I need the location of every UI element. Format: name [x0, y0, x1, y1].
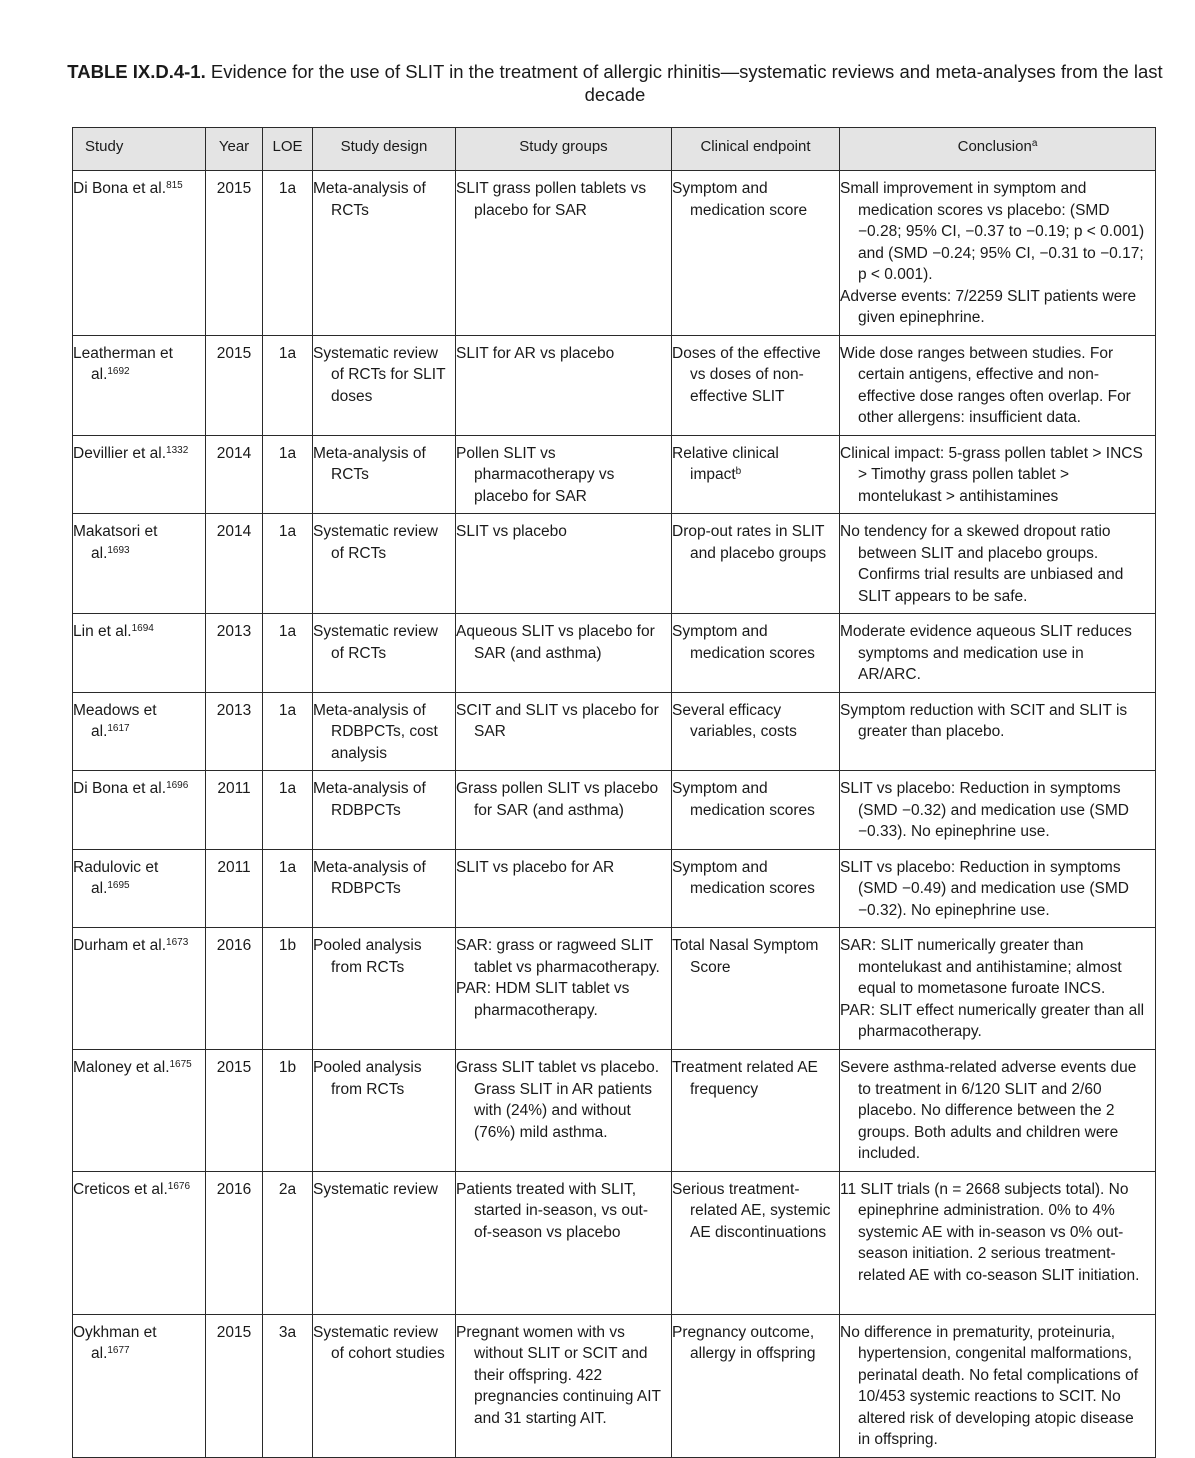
- clinical-endpoint-text: Symptom and medication scores: [672, 780, 815, 819]
- study-cell: [73, 1050, 206, 1172]
- footnote-marker: b: [735, 466, 742, 477]
- year-cell: 2016: [206, 1171, 263, 1314]
- conclusion-cell: [840, 692, 1156, 771]
- study-cell: [73, 849, 206, 928]
- conclusion-cell: [840, 1171, 1156, 1314]
- table-row: [73, 514, 1156, 614]
- clinical-endpoint-cell: [672, 1314, 840, 1457]
- table-row: [73, 614, 1156, 693]
- clinical-endpoint-text: Several efficacy variables, costs: [672, 701, 797, 740]
- evidence-table: [72, 127, 1156, 1458]
- table-row: [73, 928, 1156, 1050]
- study-groups-text: SLIT for AR vs placebo: [456, 344, 615, 362]
- clinical-endpoint-text: Serious treatment-related AE, systemic AE discontinuations: [672, 1180, 831, 1241]
- loe-cell: 1a: [263, 171, 313, 336]
- conclusion-text: Adverse events: 7/2259 SLIT patients were given epinephrine.: [840, 287, 1137, 326]
- reference-number: 1694: [131, 623, 154, 634]
- reference-number: 1696: [166, 780, 189, 791]
- reference-number: 1692: [107, 366, 130, 377]
- reference-number: 1693: [107, 544, 130, 556]
- header-loe: LOE: [263, 128, 313, 171]
- study-groups-text: Aqueous SLIT vs placebo for SAR (and asthma): [456, 623, 655, 662]
- clinical-endpoint-cell: [672, 514, 840, 614]
- table-row: [73, 1050, 1156, 1172]
- reference-number: 1695: [107, 880, 130, 891]
- study-cell: [73, 928, 206, 1050]
- reference-number: 1675: [169, 1059, 192, 1070]
- study-name: Durham et al.: [73, 937, 167, 954]
- conclusion-cell: [840, 849, 1156, 928]
- study-groups-cell: [456, 514, 672, 614]
- study-groups-text: SLIT vs placebo: [456, 523, 567, 540]
- study-groups-cell: [456, 928, 672, 1050]
- conclusion-cell: [840, 928, 1156, 1050]
- conclusion-text: PAR: SLIT effect numerically greater than all pharmacotherapy.: [840, 1001, 1145, 1040]
- study-design-cell: Meta-analysis of RDBPCTs, cost analysis: [313, 692, 456, 771]
- study-groups-text: SLIT vs placebo for AR: [456, 858, 615, 876]
- clinical-endpoint-cell: [672, 335, 840, 435]
- study-groups-text: Grass SLIT tablet vs placebo. Grass SLIT in AR patients with (24%) and without (76%) mild asthma.: [456, 1059, 660, 1141]
- header-study-design: Study design: [313, 128, 456, 171]
- study-design-cell: Systematic review: [313, 1171, 456, 1314]
- year-cell: 2015: [206, 1314, 263, 1457]
- study-name: Di Bona et al.: [73, 780, 167, 797]
- clinical-endpoint-cell: [672, 692, 840, 771]
- study-groups-cell: [456, 849, 672, 928]
- header-year: Year: [206, 128, 263, 171]
- study-cell: [73, 692, 206, 771]
- footnote-marker: a: [1031, 138, 1038, 149]
- study-design-cell: Meta-analysis of RCTs: [313, 435, 456, 514]
- study-cell: [73, 514, 206, 614]
- reference-number: 1676: [167, 1180, 191, 1192]
- study-groups-text: Grass pollen SLIT vs placebo for SAR (and asthma): [456, 780, 659, 819]
- clinical-endpoint-text: Relative clinical impact: [672, 444, 779, 483]
- loe-cell: 1a: [263, 514, 313, 614]
- table-row: [73, 435, 1156, 514]
- clinical-endpoint-cell: [672, 614, 840, 693]
- conclusion-text: Small improvement in symptom and medication scores vs placebo: (SMD −0.28; 95% CI, −0.37 to −0.19; p < 0.001) and (SMD −0.24; 95% CI, −0.31 to −0.17; p < 0.001).: [840, 180, 1145, 283]
- reference-number: 1677: [107, 1345, 130, 1356]
- study-groups-text: PAR: HDM SLIT tablet vs pharmacotherapy.: [456, 980, 630, 1019]
- study-name: Radulovic et al.: [73, 858, 159, 897]
- clinical-endpoint-cell: [672, 849, 840, 928]
- table-header-row: [73, 128, 1156, 171]
- study-design-cell: Systematic review of RCTs: [313, 614, 456, 693]
- clinical-endpoint-cell: [672, 1050, 840, 1172]
- study-groups-text: Pollen SLIT vs pharmacotherapy vs placebo for SAR: [456, 444, 615, 505]
- clinical-endpoint-text: Total Nasal Symptom Score: [672, 937, 819, 976]
- study-name: Di Bona et al.: [73, 180, 167, 197]
- clinical-endpoint-text: Drop-out rates in SLIT and placebo groups: [672, 523, 827, 562]
- year-cell: 2013: [206, 614, 263, 693]
- study-cell: [73, 1314, 206, 1457]
- study-groups-text: SAR: grass or ragweed SLIT tablet vs pharmacotherapy.: [456, 937, 660, 976]
- conclusion-text: SLIT vs placebo: Reduction in symptoms (SMD −0.32) and medication use (SMD −0.33). No epinephrine use.: [840, 780, 1129, 840]
- clinical-endpoint-cell: [672, 435, 840, 514]
- year-cell: 2015: [206, 1050, 263, 1172]
- table-label: TABLE IX.D.4-1.: [67, 61, 206, 82]
- study-design-cell: Pooled analysis from RCTs: [313, 1050, 456, 1172]
- table-title: Evidence for the use of SLIT in the treatment of allergic rhinitis—systematic reviews and meta-analyses from the last decade: [210, 61, 1163, 105]
- clinical-endpoint-text: Doses of the effective vs doses of non-effective SLIT: [672, 344, 821, 405]
- study-groups-text: SLIT grass pollen tablets vs placebo for SAR: [456, 180, 647, 219]
- conclusion-cell: [840, 614, 1156, 693]
- study-cell: [73, 171, 206, 336]
- year-cell: 2014: [206, 514, 263, 614]
- study-design-cell: Systematic review of RCTs: [313, 514, 456, 614]
- reference-number: 815: [166, 180, 183, 191]
- study-groups-cell: [456, 171, 672, 336]
- table-row: [73, 692, 1156, 771]
- clinical-endpoint-text: Symptom and medication scores: [672, 623, 815, 662]
- study-name: Makatsori et al.: [73, 523, 158, 562]
- loe-cell: 1a: [263, 771, 313, 850]
- conclusion-text: No tendency for a skewed dropout ratio between SLIT and placebo groups. Confirms trial results are unbiased and SLIT appears to be safe.: [840, 523, 1124, 605]
- conclusion-text: No difference in prematurity, proteinuria, hypertension, congenital malformations, perinatal death. No fetal complications of 10/453 systemic reactions to SCIT. No altered risk of developing atopic disease in offspring.: [840, 1323, 1139, 1448]
- reference-number: 1673: [166, 937, 189, 948]
- table-row: [73, 1171, 1156, 1314]
- conclusion-text: 11 SLIT trials (n = 2668 subjects total). No epinephrine administration. 0% to 4% systemic AE with in-season vs 0% out-season initiation. 2 serious treatment-related AE with co-season SLIT initiation.: [840, 1180, 1140, 1284]
- conclusion-text: Moderate evidence aqueous SLIT reduces symptoms and medication use in AR/ARC.: [840, 623, 1132, 683]
- study-groups-cell: [456, 335, 672, 435]
- study-cell: [73, 1171, 206, 1314]
- study-cell: [73, 435, 206, 514]
- study-design-cell: Systematic review of cohort studies: [313, 1314, 456, 1457]
- table-row: [73, 849, 1156, 928]
- conclusion-cell: [840, 171, 1156, 336]
- study-cell: [73, 335, 206, 435]
- table-row: [73, 335, 1156, 435]
- conclusion-text: SAR: SLIT numerically greater than montelukast and antihistamine; almost equal to mometasone furoate INCS.: [840, 937, 1122, 997]
- conclusion-text: Severe asthma-related adverse events due to treatment in 6/120 SLIT and 2/60 placebo. No difference between the 2 groups. Both adults and children were included.: [840, 1059, 1137, 1162]
- study-design-cell: Systematic review of RCTs for SLIT doses: [313, 335, 456, 435]
- table-row: [73, 171, 1156, 336]
- conclusion-cell: [840, 335, 1156, 435]
- conclusion-cell: [840, 1050, 1156, 1172]
- table-row: [73, 1314, 1156, 1457]
- study-groups-cell: [456, 435, 672, 514]
- clinical-endpoint-cell: [672, 171, 840, 336]
- conclusion-text: Wide dose ranges between studies. For certain antigens, effective and non-effective dose ranges often overlap. For other allergens: insufficient data.: [840, 344, 1131, 426]
- study-groups-cell: [456, 771, 672, 850]
- loe-cell: 1a: [263, 435, 313, 514]
- clinical-endpoint-text: Pregnancy outcome, allergy in offspring: [672, 1323, 816, 1362]
- study-groups-cell: [456, 692, 672, 771]
- study-name: Lin et al.: [73, 623, 132, 640]
- loe-cell: 1a: [263, 849, 313, 928]
- study-groups-text: Pregnant women with vs without SLIT or SCIT and their offspring. 422 pregnancies continuing AIT and 31 starting AIT.: [456, 1323, 661, 1427]
- study-design-cell: Meta-analysis of RDBPCTs: [313, 771, 456, 850]
- year-cell: 2011: [206, 849, 263, 928]
- header-clinical-endpoint: Clinical endpoint: [672, 128, 840, 171]
- conclusion-cell: [840, 1314, 1156, 1457]
- study-design-cell: Pooled analysis from RCTs: [313, 928, 456, 1050]
- study-groups-cell: [456, 1050, 672, 1172]
- year-cell: 2014: [206, 435, 263, 514]
- study-groups-text: SCIT and SLIT vs placebo for SAR: [456, 701, 659, 740]
- study-name: Devillier et al.: [73, 444, 167, 462]
- study-groups-text: Patients treated with SLIT, started in-season, vs out-of-season vs placebo: [456, 1180, 649, 1241]
- loe-cell: 1b: [263, 1050, 313, 1172]
- header-conclusion-label: Conclusion: [957, 138, 1032, 155]
- clinical-endpoint-text: Symptom and medication score: [672, 180, 808, 219]
- study-design-cell: Meta-analysis of RDBPCTs: [313, 849, 456, 928]
- loe-cell: 3a: [263, 1314, 313, 1457]
- loe-cell: 1a: [263, 614, 313, 693]
- study-name: Oykhman et al.: [73, 1323, 157, 1362]
- table-caption: [40, 60, 1190, 106]
- clinical-endpoint-cell: [672, 771, 840, 850]
- header-conclusion: [840, 128, 1156, 171]
- loe-cell: 1b: [263, 928, 313, 1050]
- study-name: Meadows et al.: [73, 701, 157, 740]
- conclusion-cell: [840, 435, 1156, 514]
- study-cell: [73, 771, 206, 850]
- conclusion-text: Clinical impact: 5-grass pollen tablet > INCS > Timothy grass pollen tablet > montelukast > antihistamines: [840, 444, 1143, 505]
- loe-cell: 1a: [263, 692, 313, 771]
- study-design-cell: Meta-analysis of RCTs: [313, 171, 456, 336]
- clinical-endpoint-text: Symptom and medication scores: [672, 858, 815, 897]
- study-name: Leatherman et al.: [73, 344, 173, 383]
- study-groups-cell: [456, 614, 672, 693]
- table-row: [73, 771, 1156, 850]
- reference-number: 1332: [166, 444, 189, 456]
- conclusion-text: Symptom reduction with SCIT and SLIT is greater than placebo.: [840, 701, 1128, 740]
- header-study: Study: [73, 128, 206, 171]
- year-cell: 2013: [206, 692, 263, 771]
- clinical-endpoint-cell: [672, 928, 840, 1050]
- reference-number: 1617: [107, 723, 130, 734]
- clinical-endpoint-cell: [672, 1171, 840, 1314]
- conclusion-cell: [840, 771, 1156, 850]
- year-cell: 2015: [206, 171, 263, 336]
- header-study-groups: Study groups: [456, 128, 672, 171]
- conclusion-text: SLIT vs placebo: Reduction in symptoms (SMD −0.49) and medication use (SMD −0.32). No epinephrine use.: [840, 858, 1129, 919]
- loe-cell: 2a: [263, 1171, 313, 1314]
- study-name: Creticos et al.: [73, 1180, 168, 1198]
- study-cell: [73, 614, 206, 693]
- study-groups-cell: [456, 1171, 672, 1314]
- study-name: Maloney et al.: [73, 1059, 170, 1076]
- year-cell: 2015: [206, 335, 263, 435]
- clinical-endpoint-text: Treatment related AE frequency: [672, 1059, 818, 1098]
- year-cell: 2016: [206, 928, 263, 1050]
- study-groups-cell: [456, 1314, 672, 1457]
- conclusion-cell: [840, 514, 1156, 614]
- year-cell: 2011: [206, 771, 263, 850]
- loe-cell: 1a: [263, 335, 313, 435]
